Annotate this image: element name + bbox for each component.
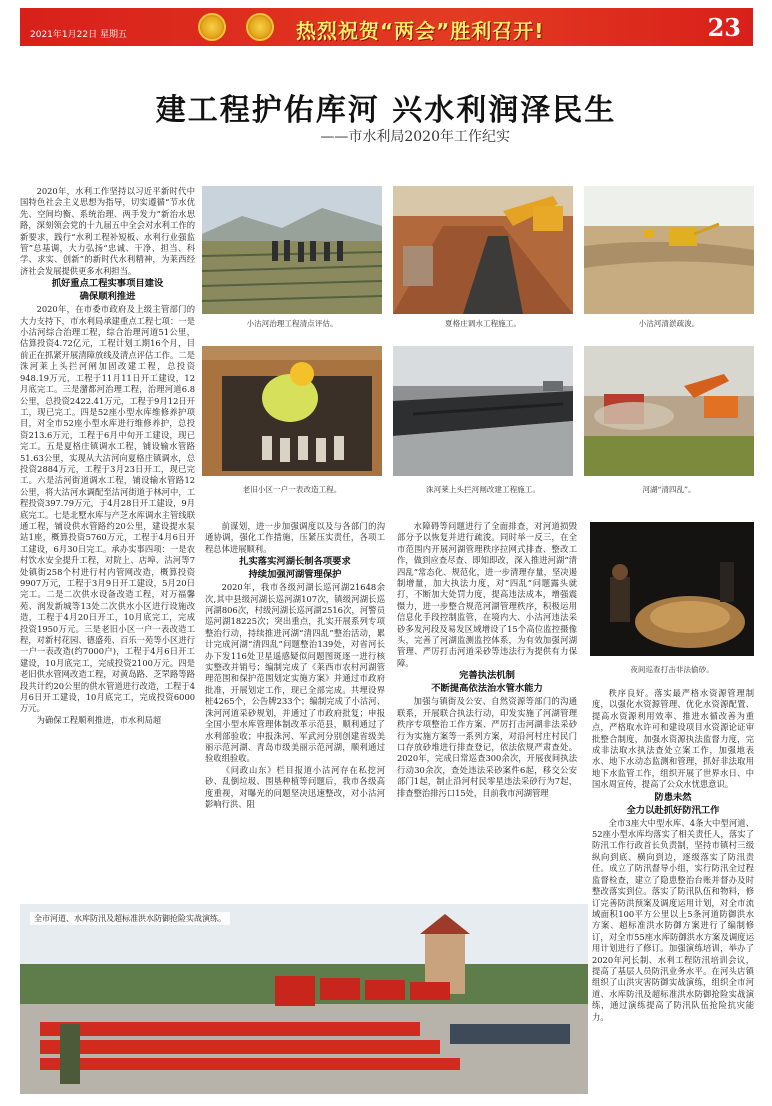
body-paragraph: 秩序良好。落实最严格水资源管理制度，以强化水资源管理、优化水资源配置、提高水资源利用效率、推进水循改善为重点，严格取水许可和建设项目水资源论证审批整合制度，加强水资源执法监督力度，完成非法取水执法查处立案工作，加强地表水、地下水动态监测和管理，抓好非法取用地下水监管工作，组织开展了世界水日、中国水周宣传，提高了公众水忧患意识。 [592, 688, 754, 790]
page-number: 23 [707, 13, 741, 42]
article-subtitle: ——市水利局2020年工作纪实 [320, 129, 510, 145]
body-paragraph: 前谋划，进一步加强调度以及与各部门的沟通协调，强化工作措施，压紧压实责任，各项工程总体进展顺利。 [205, 521, 385, 554]
header-banner: 热烈祝贺“两会”胜利召开! [296, 19, 545, 43]
section-heading: 扎实落实河湖长制各项要求 [239, 556, 351, 568]
section-heading: 完善执法机制 [459, 670, 515, 682]
page-header [20, 8, 753, 46]
section-heading: 不断提高依法治水管水能力 [431, 683, 543, 695]
national-emblem-icon [198, 13, 226, 41]
body-paragraph: 2020年，我市各级河湖长巡河湖21648余次,其中县级河湖长巡河湖107次，镇级河湖长巡河湖806次，村级河湖长巡河湖2516次，河警员巡河湖18225次；突出重点，扎实开展系列专项整治行动，持续推进河湖“清四乱”整治活动，累计完成河湖“清四乱”问题整治139处，对省河长办下发116处卫星遥感疑似问题图斑逐一进行核实整改并销号；编制完成了《莱西市农村河湖管理范围和保护范围划定实施方案》并通过市政府批准，开展划定工作，现已全部完成。共埋设界桩4265个，公告牌233个；编制完成了小沽河、洙河河道采砂规划，并通过了市政府批复；申报全国小型水库管理体制改革示范县，顺利通过了水利部验收；申报洙河、军武河分别创建省级美丽示范河湖、青岛市级美丽示范河湖，顺利通过验收组验收。 [205, 582, 385, 764]
body-paragraph: 全市3座大中型水库、4条大中型河道、52座小型水库均落实了相关责任人，落实了防汛工作行政首长负责制，坚持市镇村三级纵向到底、横向到边，逐级落实了防汛责任。成立了防汛督导小组，实行防汛全过程监督检查，建立了隐患整治台账并督办及时整改落实到位。落实了防汛队伍和物料，修订完善防洪预案及调度运用计划，对全市流域面积100平方公里以上5条河道防御洪水方案、超标准洪水防御方案进行了编制修订，对全市55座水库防御洪水方案及调度运用计划进行了修订。加强演练培训，举办了2020年河长制、水利工程防汛培训会议，提高了基层人员防汛业务水平。在河头店镇组织了山洪灾害防御实战演练，组织全市河道、水库防汛及超标准洪水防御抢险实战演练，通过演练提高了防汛队伍抢险抗灾能力。 [592, 817, 754, 1022]
body-paragraph: 加强与镇街及公安、自然资源等部门的沟通联系，开展联合执法行动，印发实施了河湖管理秩序专项整治工作方案、严厉打击河湖非法采砂行为实施方案等一系列方案，对沿河村庄村民门口存放砂堆进行排查登记，依法依规严肃查处。2020年，完成日常巡查300余次，开展夜间执法行动30余次，查处违法采砂案件6起，移交公安部门1起，制止沿河村民零星违法采砂行为7起，排查整治排污口15处，目前我市河湖管理 [397, 696, 577, 798]
body-paragraph: 《问政山东》栏目报道小沽河存在私挖河砂、乱倒垃圾、围垦种植等问题后，我市各级高度重视，对曝光的问题坚决迅速整改，对小沽河影响行洪、阻 [205, 764, 385, 809]
column-2 [205, 521, 385, 904]
photo-flood-drill [20, 904, 588, 1094]
photo-caption: 洙河莱上头拦河闸改建工程施工。 [426, 485, 540, 494]
column-4 [592, 688, 754, 1100]
section-heading: 确保顺利推进 [79, 291, 136, 303]
photo-meter-retrofit [202, 346, 382, 476]
column-3 [397, 521, 577, 904]
photo-sluice-gate [393, 346, 573, 476]
photo-caption: 夏格庄调水工程施工。 [445, 319, 521, 328]
photo-dredging [584, 186, 754, 314]
body-paragraph: 水障碍等问题进行了全面排查，对河道损毁部分予以恢复并进行疏浚。同时举一反三，在全市范围内开展河湖管理秩序拉网式排查、整改工作，做到应查尽查、即知即改，深入推进河湖“清四乱”常态化、规范化，进一步清理存量，坚决遏制增量，加大执法力度，对“四乱”问题露头就打，不断加大处罚力度，提高违法成本，增强震慑力，进一步整合规范河湖管理秩序，积极运用信息化手段控制监管，在境内大、小沽河违法采砂多发河段及易发区域增设了15个高位监控摄像头，完善了河湖监测监控体系，为有效加强河湖管理、严厉打击河道采砂等违法行为提供有力保障。 [397, 521, 577, 668]
photo-caption: 老旧小区一户一表改造工程。 [242, 485, 342, 494]
photo-water-diversion [393, 186, 573, 314]
issue-date: 2021年1月22日 星期五 [30, 30, 127, 40]
body-paragraph: 2020年，在市委市政府及上级主管部门的大力支持下，市水利局承建重点工程七项：一是小沽河综合治理工程，综合治理河道51公里，估算投资4.72亿元，工程计划工期16个月，目前正在抓紧开展清障放线及清点评估工作。二是洙河莱上头拦河闸加固改建工程，总投资948.19万元，工程于11月11日开工建设，12月底完工。三是潴都河治理工程，治理河道6.8公里，总投资2422.41万元，工程于9月12日开工，现已完工。四是52座小型水库维修养护项目，对全市52座小型水库进行维修养护，总投资213.6万元，工程于6月中旬开工建设，现已完工。五是夏格庄镇调水工程，铺设输水管路51.63公里，实现从大沽河向夏格庄镇调水，总投资2884万元，工程于3月23日开工，现已完工。六是沽河街道调水工程，铺设输水管路12公里，将大沽河水调配至沽河街道于林河中，工程投资397.79万元，于4月28日开工建设，9月底完工。七是北墅水库与产芝水库调水主管线联通工程，铺设供水管路约20公里，建设提水泵站1座，概算投资5760万元，工程于4月6日开工建设，6月30日完工。承办实事四项：一是农村饮水安全提升工程，对院上、店埠、沽河等7处镇街258个村进行村内管网改造，概算投资9907万元，工程于3月9日开工建设，5月20日完工。二是二次供水设备改造工程，对万福馨苑、润发新城等13处二次供水小区进行设施改造，工程于4月20日开工，10月底完工，完成投资1950万元。三是老旧小区一户一表改造工程，对新村花园、德盛苑、百乐一苑等小区进行一户一表改造(约7000户)，工程于4月6日开工建设，10月底完工，完成投资2100万元。四是老旧供水管网改造工程，对黄岛路、芝罘路等路段共计约20公里的供水管道进行改造，工程于4月6日开工建设，10月底完工，完成投资6000万元。 [20, 304, 195, 714]
intro-paragraph: 2020年，水利工作坚持以习近平新时代中国特色社会主义思想为指导，切实遵循“节水优先、空间均衡、系统治理、两手发力”新治水思路，深刻领会党的十九届五中全会对水利工作的新要求，践行“水利工程补短板、水利行业强监管”总基调，大力弘扬“忠诚、干净、担当、科学、求实、创新”的新时代水利精神，为莱西经济社会发展提供更多水利担当。 [20, 186, 195, 276]
photo-caption: 小沽河清淤疏浚。 [638, 319, 700, 328]
photo-caption: 河湖“清四乱”。 [642, 485, 696, 494]
photo-river-cleanup [584, 346, 754, 476]
section-heading: 全力以赴抓好防汛工作 [626, 804, 720, 816]
photo-caption: 夜间巡查打击非法偷砂。 [630, 665, 714, 674]
photo-caption: 全市河道、水库防汛及超标准洪水防御抢险实战演练。 [30, 912, 230, 925]
photo-survey [202, 186, 382, 314]
photo-night-patrol [590, 522, 754, 656]
cppcc-emblem-icon [246, 13, 274, 41]
section-heading: 持续加强河湖管理保护 [248, 569, 342, 581]
column-1 [20, 186, 195, 904]
section-heading: 抓好重点工程实事项目建设 [51, 278, 164, 290]
body-paragraph: 为确保工程顺利推进，市水利局超 [36, 714, 162, 725]
section-heading: 防患未然 [654, 791, 692, 803]
article-title: 建工程护佑库河 兴水利润泽民生 [155, 93, 617, 128]
photo-caption: 小沽河治理工程清点评估。 [246, 319, 338, 328]
